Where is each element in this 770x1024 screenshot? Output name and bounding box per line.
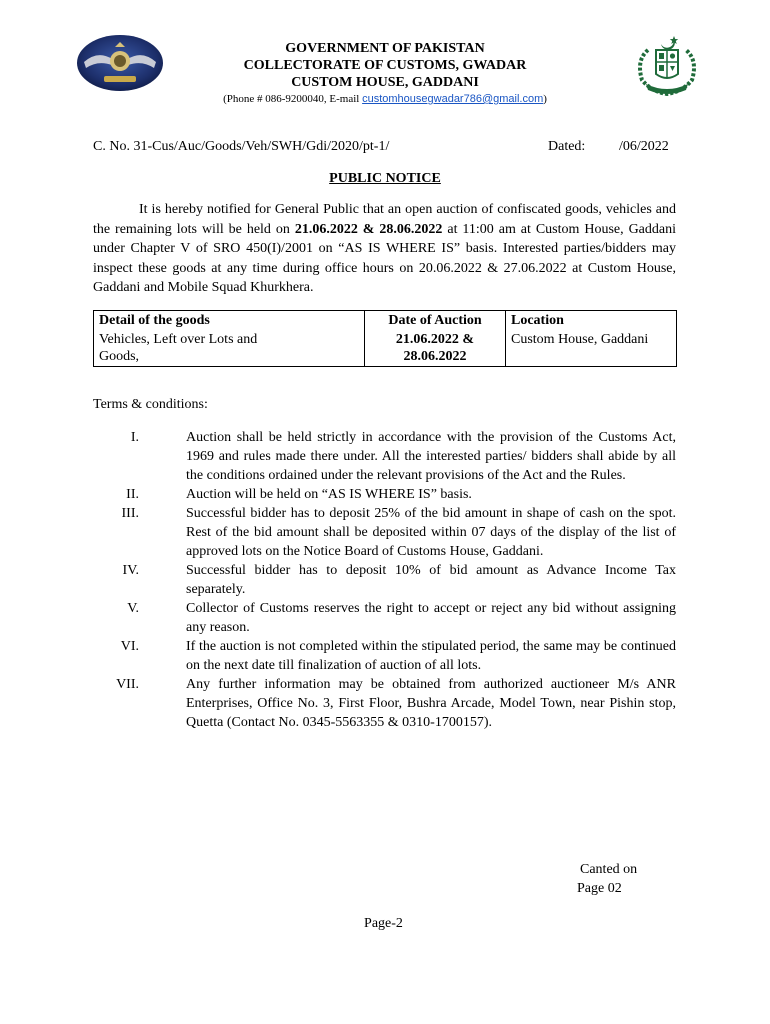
intro-part1: It is hereby notified for General Public that an open auction of confiscated goods, vehicles and the remaining lots will be held on	[93, 202, 676, 237]
page-number	[0, 916, 770, 932]
email-link[interactable]: customhousegwadar786@gmail.com	[362, 93, 544, 105]
letterhead	[0, 40, 770, 107]
continued-line1: Canted on	[580, 862, 638, 877]
intro-paragraph	[93, 200, 676, 298]
dated-label: Dated:	[548, 139, 586, 154]
term-text: Auction will be held on “AS IS WHERE IS” basis.	[186, 487, 472, 502]
term-number: VII.	[116, 677, 139, 692]
page-number-text: Page-2	[364, 916, 403, 931]
term-text: Successful bidder has to deposit 25% of the bid amount in shape of cash on the spot. Rest of the bid amount shall be deposited within 07 days of the display of the list of approved lots on the Notice Board of Customs House, Gaddani.	[186, 506, 676, 559]
list-item	[93, 428, 677, 485]
date-line2: 28.06.2022	[403, 349, 467, 364]
reference-number: C. No. 31-Cus/Auc/Goods/Veh/SWH/Gdi/2020/pt-1/	[93, 139, 390, 154]
cell-goods	[94, 330, 365, 367]
list-item	[93, 637, 677, 675]
header-collectorate: COLLECTORATE OF CUSTOMS, GWADAR	[243, 58, 527, 73]
intro-dates: 21.06.2022 & 28.06.2022	[294, 221, 443, 237]
list-item	[93, 599, 677, 637]
notice-title: PUBLIC NOTICE	[329, 171, 441, 186]
header-custom-house: CUSTOM HOUSE, GADDANI	[291, 75, 479, 90]
cell-location: Custom House, Gaddani	[506, 330, 677, 367]
term-text: Collector of Customs reserves the right to accept or reject any bid without assigning any reason.	[186, 601, 676, 635]
continued-line2: Page 02	[577, 881, 622, 896]
col-header-date: Date of Auction	[365, 311, 506, 331]
table-header-row	[94, 311, 677, 331]
list-item	[93, 561, 677, 599]
terms-title: Terms & conditions:	[93, 397, 208, 412]
dated-value: /06/2022	[619, 139, 669, 154]
date-line1: 21.06.2022 &	[395, 332, 475, 347]
auction-table	[93, 310, 677, 367]
list-item	[93, 675, 677, 732]
term-number: VI.	[120, 639, 139, 654]
term-text: Successful bidder has to deposit 10% of bid amount as Advance Income Tax separately.	[186, 563, 676, 597]
intro-part2: at 11:00 am at Custom House, Gaddani under Chapter V of SRO 450(I)/2001 on “AS IS WHERE IS” basis. Interested parties/bidders may inspect these goods at any time during office hours on 20.06.2022 & 27.06.2022 at Custom House, Gaddani and Mobile Squad Khurkhera.	[93, 221, 676, 296]
term-text: If the auction is not completed within the stipulated period, the same may be continued on the next date till finalization of auction of all lots.	[186, 639, 676, 673]
term-text: Any further information may be obtained from authorized auctioneer M/s ANR Enterprises, Office No. 3, First Floor, Bushra Arcade, Model Town, near Pishin stop, Quetta (Contact No. 0345-5563355 & 0310-1700157).	[186, 677, 676, 730]
term-number: IV.	[122, 563, 139, 578]
term-number: V.	[127, 601, 139, 616]
cell-date	[365, 330, 506, 367]
col-header-location: Location	[506, 311, 677, 331]
col-header-goods: Detail of the goods	[94, 311, 365, 331]
term-text: Auction shall be held strictly in accordance with the provision of the Customs Act, 1969 and rules made there under. All the interested parties/ bidders shall abide by all the conditions ordained under the relevant provisions of the Act and the Rules.	[186, 430, 676, 483]
contact-prefix: (Phone # 086-9200040, E-mail	[223, 93, 363, 105]
continued-note	[577, 860, 638, 898]
term-number: II.	[126, 487, 139, 502]
header-contact	[0, 92, 770, 107]
term-number: I.	[130, 430, 139, 445]
contact-suffix: )	[543, 93, 547, 105]
header-government: GOVERNMENT OF PAKISTAN	[285, 41, 485, 56]
terms-list	[93, 428, 677, 732]
term-number: III.	[121, 506, 139, 521]
list-item	[93, 504, 677, 561]
goods-text: Vehicles, Left over Lots and Goods,	[99, 332, 258, 364]
list-item	[93, 485, 677, 504]
table-row	[94, 330, 677, 367]
